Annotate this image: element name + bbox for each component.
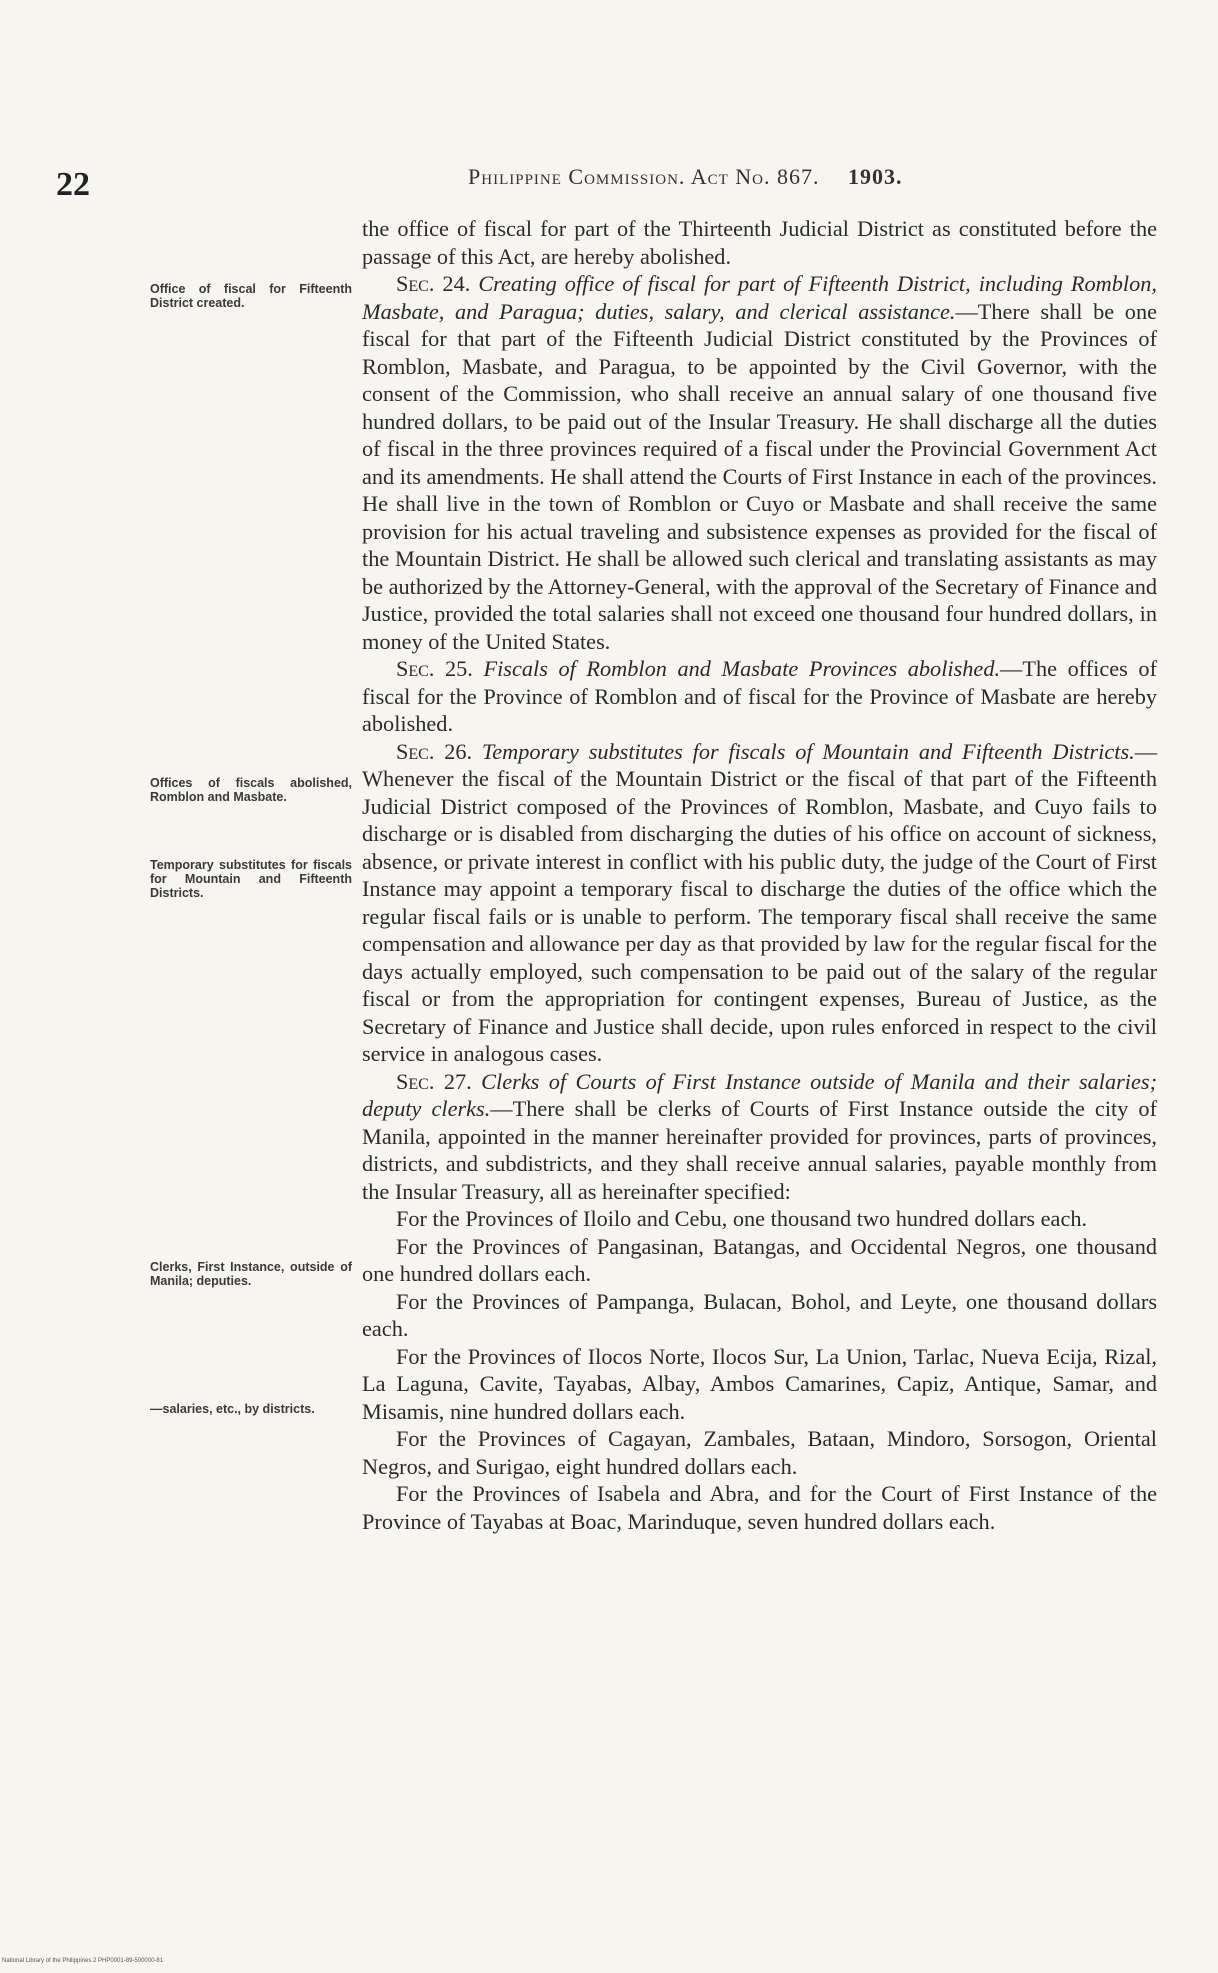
section-26-number: Sec. 26. <box>396 738 473 764</box>
marginal-note-temporary-substitutes: Temporary substitutes for fiscals for Mountain and Fifteenth Districts. <box>150 858 352 900</box>
salary-item-pampanga: For the Provinces of Pampanga, Bulacan, Bohol, and Leyte, one thousand dollars each. <box>362 1288 1157 1341</box>
section-26-text: —Whenever the fiscal of the Mountain District or the fiscal of that part of the Fifteenth Judicial District composed of the Provinces of Romblon, Masbate, and Cuyo fails to discharge or is disabled from discharging the duties of his office on account of sickness, absence, or private interest in conflict with his public duty, the judge of the Court of First Instance may appoint a temporary fiscal to discharge the duties of the office which the regular fiscal fails or is unable to perform. The temporary fiscal shall receive the same compensation and allowance per day as that provided by law for the regular fiscal for the days actually employed, such compensation to be paid out of the salary of the regular fiscal or from the appropriation for contingent expenses, Bureau of Justice, as the Secretary of Finance and Justice shall decide, upon rules enforced in respect to the civil service in analogous cases. <box>362 738 1157 1066</box>
section-25-number: Sec. 25. <box>396 656 473 681</box>
marginal-note-fiscals-abolished: Offices of fiscals abolished, Romblon and Masbate. <box>150 776 352 804</box>
running-head <box>468 164 1068 190</box>
marginal-note-salaries: —salaries, etc., by districts. <box>150 1402 315 1416</box>
page-number: 22 <box>56 166 90 203</box>
section-25 <box>362 655 1157 738</box>
section-27-heading: Clerks of Courts of First Instance outside of Manila and their salaries; deputy clerks. <box>362 1068 1157 1121</box>
section-27 <box>362 1068 1157 1206</box>
marginal-note-fiscal-created: Office of fiscal for Fifteenth District created. <box>150 282 352 310</box>
section-25-heading: Fiscals of Romblon and Masbate Provinces abolished. <box>483 656 1001 681</box>
running-title: Philippine Commission. Act No. 867. <box>468 164 820 189</box>
section-24-number: Sec. 24. <box>396 271 471 296</box>
salary-item-cagayan: For the Provinces of Cagayan, Zambales, Bataan, Mindoro, Sorsogon, Oriental Negros, and Surigao, eight hundred dollars each. <box>362 1426 1157 1479</box>
salary-item-pangasinan: For the Provinces of Pangasinan, Batangas, and Occidental Negros, one thousand one hundred dollars each. <box>362 1233 1157 1286</box>
section-26 <box>362 738 1157 1068</box>
continuation-paragraph: the office of fiscal for part of the Thirteenth Judicial District as constituted before the passage of this Act, are hereby abolished. <box>362 216 1157 269</box>
section-27-text: —There shall be clerks of Courts of First Instance outside the city of Manila, appointed in the manner hereinafter provided for provinces, parts of provinces, districts, and subdistricts, and they shall receive annual salaries, payable monthly from the Insular Treasury, all as hereinafter specified: <box>362 1096 1157 1204</box>
salary-item-isabela-abra: For the Provinces of Isabela and Abra, and for the Court of First Instance of the Province of Tayabas at Boac, Marinduque, seven hundred dollars each. <box>362 1481 1157 1534</box>
marginal-note-clerks: Clerks, First Instance, outside of Manila; deputies. <box>150 1260 352 1288</box>
salary-item-ilocos: For the Provinces of Ilocos Norte, Ilocos Sur, La Union, Tarlac, Nueva Ecija, Rizal, La Laguna, Cavite, Tayabas, Albay, Ambos Camarines, Capiz, Antique, Samar, and Misamis, nine hundred dollars each. <box>362 1343 1157 1424</box>
running-year: 1903. <box>847 164 903 189</box>
salary-item-iloilo-cebu: For the Provinces of Iloilo and Cebu, one thousand two hundred dollars each. <box>396 1206 1088 1231</box>
scan-credit: National Library of the Philippines 2 PHP0001-89-500000-81 <box>2 1958 164 1964</box>
section-24-heading: Creating office of fiscal for part of Fifteenth District, including Romblon, Masbate, and Paragua; duties, salary, and clerical assistance. <box>362 271 1158 324</box>
body-text <box>362 215 1157 1535</box>
section-26-heading: Temporary substitutes for fiscals of Mountain and Fifteenth Districts. <box>481 738 1135 764</box>
section-24-text: —There shall be one fiscal for that part of the Fifteenth Judicial District constituted by the Provinces of Romblon, Masbate, and Paragua, to be appointed by the Civil Governor, with the consent of the Commission, who shall receive an annual salary of one thousand five hundred dollars, to be paid out of the Insular Treasury. He shall discharge all the duties of fiscal in the three provinces required of a fiscal under the Provincial Government Act and its amendments. He shall attend the Courts of First Instance in each of the provinces. He shall live in the town of Romblon or Cuyo or Masbate and shall receive the same provision for his actual traveling and subsistence expenses as provided for the fiscal of the Mountain District. He shall be allowed such clerical and translating assistants as may be authorized by the Attorney-General, with the approval of the Secretary of Finance and Justice, provided the total salaries shall not exceed one thousand four hundred dollars, in money of the United States. <box>362 298 1157 654</box>
section-24 <box>362 270 1157 655</box>
section-27-number: Sec. 27. <box>396 1068 472 1094</box>
section-25-text: —The offices of fiscal for the Province of Romblon and of fiscal for the Province of Masbate are hereby abolished. <box>362 656 1158 736</box>
